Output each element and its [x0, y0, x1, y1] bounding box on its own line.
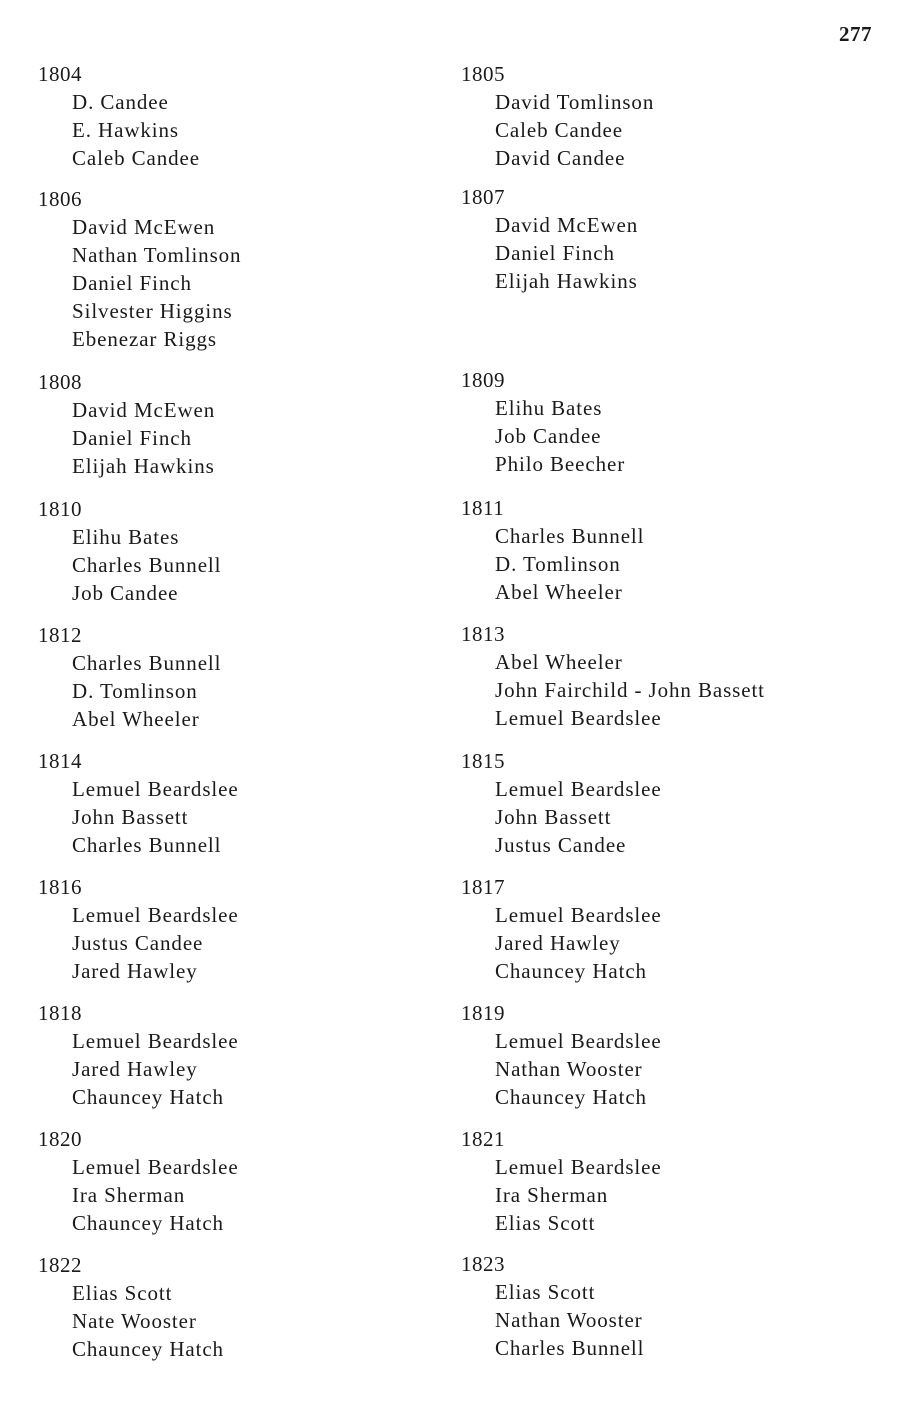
name-item: John Fairchild - John Bassett [495, 678, 765, 702]
name-item: Job Candee [495, 424, 602, 448]
year-entry [38, 747, 458, 859]
name-list [38, 1027, 458, 1111]
year-entry [38, 495, 458, 607]
name-item: Lemuel Beardslee [495, 903, 662, 927]
name-item: Silvester Higgins [72, 299, 233, 323]
name-item: Elias Scott [72, 1281, 173, 1305]
entry-year: 1805 [461, 62, 505, 86]
entry-year: 1811 [461, 496, 505, 520]
year-entry [461, 620, 881, 732]
year-entry [461, 494, 881, 606]
name-item: Nate Wooster [72, 1309, 197, 1333]
name-item: Caleb Candee [495, 118, 624, 142]
name-item: E. Hawkins [72, 118, 179, 142]
entry-year: 1819 [461, 1001, 505, 1025]
entry-year: 1823 [461, 1252, 505, 1276]
name-item: Job Candee [72, 581, 179, 605]
year-entry [461, 183, 881, 295]
entry-year: 1820 [38, 1127, 82, 1151]
name-item: Charles Bunnell [72, 833, 222, 857]
name-list [38, 775, 458, 859]
entry-year: 1818 [38, 1001, 82, 1025]
entry-year: 1821 [461, 1127, 505, 1151]
year-entry [461, 747, 881, 859]
name-list [38, 88, 458, 172]
name-item: Elijah Hawkins [72, 454, 215, 478]
year-entry [461, 999, 881, 1111]
name-list [461, 1278, 881, 1362]
name-item: Lemuel Beardslee [495, 706, 662, 730]
year-entry [461, 1250, 881, 1362]
name-item: Abel Wheeler [495, 580, 623, 604]
name-item: John Bassett [495, 805, 612, 829]
name-item: Chauncey Hatch [72, 1085, 224, 1109]
name-item: Justus Candee [495, 833, 627, 857]
entry-year: 1807 [461, 185, 505, 209]
name-item: Justus Candee [72, 931, 204, 955]
name-item: John Bassett [72, 805, 189, 829]
name-item: Ira Sherman [72, 1183, 186, 1207]
name-list [38, 396, 458, 480]
entry-year: 1808 [38, 370, 82, 394]
name-item: Ebenezar Riggs [72, 327, 217, 351]
name-item: Philo Beecher [495, 452, 626, 476]
entry-year: 1816 [38, 875, 82, 899]
name-item: Lemuel Beardslee [72, 903, 239, 927]
name-item: Elias Scott [495, 1280, 596, 1304]
name-list [38, 1153, 458, 1237]
name-item: Daniel Finch [72, 426, 192, 450]
name-item: David Tomlinson [495, 90, 655, 114]
name-list [461, 88, 881, 172]
name-item: Daniel Finch [495, 241, 615, 265]
name-item: Charles Bunnell [72, 651, 222, 675]
entry-year: 1814 [38, 749, 82, 773]
entry-year: 1813 [461, 622, 505, 646]
entry-year: 1804 [38, 62, 82, 86]
year-entry [461, 1125, 881, 1237]
name-list [461, 775, 881, 859]
name-item: D. Candee [72, 90, 169, 114]
name-item: Abel Wheeler [72, 707, 200, 731]
year-entry [38, 368, 458, 480]
name-list [461, 648, 881, 732]
name-item: D. Tomlinson [495, 552, 621, 576]
name-item: Chauncey Hatch [495, 959, 647, 983]
name-list [461, 522, 881, 606]
entry-year: 1817 [461, 875, 505, 899]
name-item: Nathan Wooster [495, 1308, 643, 1332]
name-item: Ira Sherman [495, 1183, 609, 1207]
year-entry [38, 1251, 458, 1363]
name-list [461, 211, 881, 295]
name-item: Jared Hawley [495, 931, 621, 955]
name-list [461, 901, 881, 985]
name-list [461, 1153, 881, 1237]
entry-year: 1806 [38, 187, 82, 211]
name-item: Lemuel Beardslee [495, 1155, 662, 1179]
name-item: David McEwen [72, 398, 216, 422]
year-entry [38, 873, 458, 985]
year-entry [38, 1125, 458, 1237]
entry-year: 1809 [461, 368, 505, 392]
name-item: Elihu Bates [72, 525, 180, 549]
name-item: D. Tomlinson [72, 679, 198, 703]
name-item: Lemuel Beardslee [72, 1155, 239, 1179]
name-item: Daniel Finch [72, 271, 192, 295]
year-entry [38, 185, 458, 353]
entry-year: 1812 [38, 623, 82, 647]
year-entry [38, 999, 458, 1111]
year-entry [38, 621, 458, 733]
name-list [461, 1027, 881, 1111]
name-item: Chauncey Hatch [72, 1337, 224, 1361]
name-item: Charles Bunnell [495, 524, 645, 548]
name-item: Lemuel Beardslee [72, 1029, 239, 1053]
name-item: Elias Scott [495, 1211, 596, 1235]
name-list [38, 901, 458, 985]
year-entry [461, 60, 881, 172]
name-list [461, 394, 881, 478]
name-item: Charles Bunnell [495, 1336, 645, 1360]
name-item: David Candee [495, 146, 626, 170]
name-item: Elihu Bates [495, 396, 603, 420]
name-item: Abel Wheeler [495, 650, 623, 674]
name-item: Nathan Tomlinson [72, 243, 242, 267]
name-item: Lemuel Beardslee [72, 777, 239, 801]
name-item: Elijah Hawkins [495, 269, 638, 293]
name-list [38, 1279, 458, 1363]
name-list [38, 523, 458, 607]
name-item: Caleb Candee [72, 146, 201, 170]
name-item: Chauncey Hatch [72, 1211, 224, 1235]
name-item: David McEwen [495, 213, 639, 237]
name-item: Jared Hawley [72, 959, 198, 983]
name-item: Jared Hawley [72, 1057, 198, 1081]
entry-year: 1815 [461, 749, 505, 773]
name-item: Chauncey Hatch [495, 1085, 647, 1109]
entry-year: 1810 [38, 497, 82, 521]
year-entry [461, 366, 881, 478]
year-entry [38, 60, 458, 172]
name-item: David McEwen [72, 215, 216, 239]
name-item: Nathan Wooster [495, 1057, 643, 1081]
name-item: Lemuel Beardslee [495, 777, 662, 801]
year-entry [461, 873, 881, 985]
name-list [38, 213, 458, 353]
page-number: 277 [839, 22, 872, 46]
name-list [38, 649, 458, 733]
entry-year: 1822 [38, 1253, 82, 1277]
name-item: Charles Bunnell [72, 553, 222, 577]
name-item: Lemuel Beardslee [495, 1029, 662, 1053]
